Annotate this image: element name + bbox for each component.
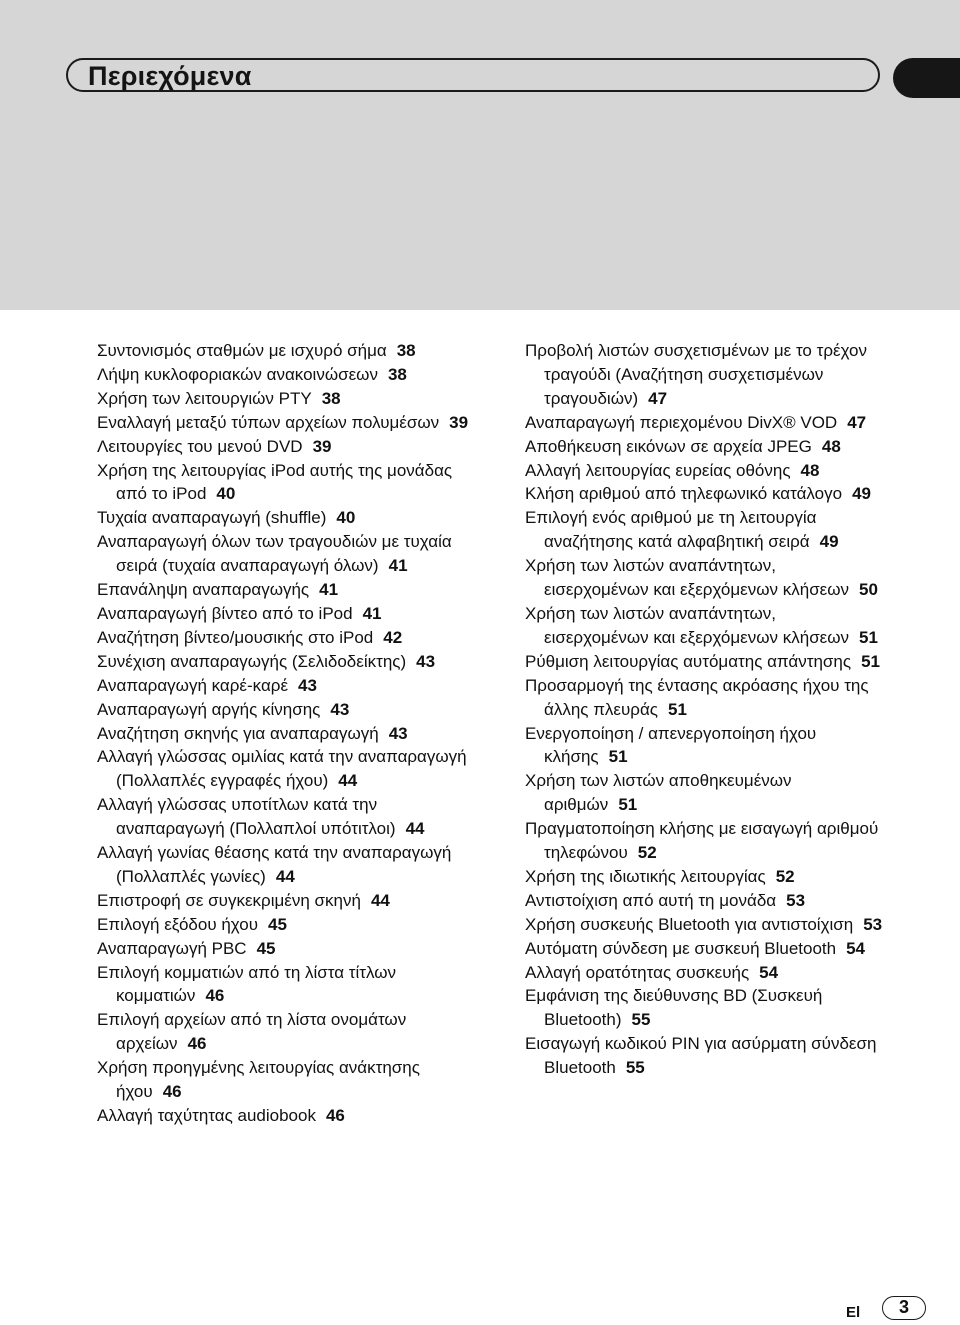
toc-entry-text: Ρύθμιση λειτουργίας αυτόματης απάντησης [525,651,852,671]
toc-entry[interactable] [97,913,469,937]
toc-entry-page: 49 [819,532,839,552]
toc-entry[interactable] [97,1056,469,1104]
toc-entry-page: 54 [846,938,866,958]
toc-entry[interactable] [97,435,469,459]
page-title: Περιεχόμενα [88,61,252,91]
toc-entry[interactable] [97,363,469,387]
toc-entry[interactable] [525,506,885,554]
toc-entry-text: Επιστροφή σε συγκεκριμένη σκηνή [97,890,361,910]
toc-entry-page: 54 [759,962,779,982]
toc-entry-page: 44 [338,771,358,791]
toc-entry[interactable] [97,411,469,435]
toc-entry[interactable] [97,937,469,961]
toc-entry[interactable] [525,1032,885,1080]
toc-entry-text: Πραγματοποίηση κλήσης με εισαγωγή αριθμού τηλεφώνου [525,819,879,863]
toc-entry-text: Επανάληψη αναπαραγωγής [97,580,310,600]
toc-entry-page: 46 [205,986,225,1006]
toc-entry-page: 49 [852,484,871,504]
toc-entry-page: 42 [383,627,403,647]
toc-entry[interactable] [525,817,885,865]
toc-entry-page: 41 [362,603,382,623]
toc-entry-page: 43 [330,699,350,719]
toc-entry-page: 40 [216,484,236,504]
toc-entry-text: Αναπαραγωγή αργής κίνησης [97,699,321,719]
toc-entry[interactable] [525,961,885,985]
toc-entry-page: 44 [405,819,425,839]
toc-entry-text: Αλλαγή λειτουργίας ευρείας οθόνης [525,460,791,480]
toc-entry-text: Κλήση αριθμού από τηλεφωνικό κατάλογο [525,484,843,504]
toc-entry-text: Χρήση των λιστών αναπάντητων, εισερχομένων και εξερχόμενων κλήσεων [525,603,850,647]
toc-entry[interactable] [97,506,469,530]
toc-entry-page: 53 [863,914,883,934]
toc-entry[interactable] [97,961,469,1009]
toc-entry[interactable] [525,984,885,1032]
toc-entry-page: 55 [631,1010,651,1030]
toc-entry-page: 38 [321,388,341,408]
toc-entry-text: Αναζήτηση σκηνής για αναπαραγωγή [97,723,379,743]
toc-entry[interactable] [525,339,885,411]
toc-entry-page: 39 [312,436,332,456]
toc-entry-page: 51 [861,651,880,671]
toc-entry-text: Επιλογή εξόδου ήχου [97,914,259,934]
toc-entry-page: 48 [821,436,841,456]
toc-entry-page: 52 [775,866,795,886]
toc-entry[interactable] [525,411,885,435]
toc-entry-page: 43 [298,675,317,695]
toc-entry-text: Αλλαγή γωνίας θέασης κατά την αναπαραγωγή (Πολλαπλές γωνίες) [97,843,452,886]
toc-entry[interactable] [97,841,469,889]
toc-entry[interactable] [525,769,885,817]
toc-entry-page: 41 [388,556,408,576]
toc-entry-text: Επιλογή κομματιών από τη λίστα τίτλων κομματιών [97,962,397,1006]
toc-entry-text: Λειτουργίες του μενού DVD [97,436,303,456]
toc-entry[interactable] [525,722,885,770]
toc-entry-page: 47 [847,412,867,432]
toc-entry-page: 38 [387,364,407,384]
toc-left-column [97,339,469,1128]
toc-entry-text: Προσαρμογή της έντασης ακρόασης ήχου της άλλης πλευράς [525,675,869,719]
toc-entry-text: Χρήση συσκευής Bluetooth για αντιστοίχιση [525,914,854,934]
toc-entry-page: 46 [162,1082,182,1102]
toc-entry-page: 43 [388,723,408,743]
toc-right-column [525,339,885,1080]
toc-entry[interactable] [97,698,469,722]
toc-entry-text: Επιλογή αρχείων από τη λίστα ονομάτων αρχείων [97,1010,407,1054]
toc-entry-text: Αναπαραγωγή βίντεο από το iPod [97,603,353,623]
toc-entry-page: 44 [275,866,295,886]
page-number: 3 [898,1297,909,1317]
toc-entry-page: 46 [325,1106,345,1125]
page-number-badge [882,1296,926,1320]
toc-entry[interactable] [97,602,469,626]
toc-entry-text: Εναλλαγή μεταξύ τύπων αρχείων πολυμέσων [97,412,440,432]
toc-entry-page: 45 [256,938,276,958]
toc-entry-page: 51 [608,747,628,767]
toc-entry-page: 39 [449,412,469,432]
toc-entry-text: Αλλαγή ορατότητας συσκευής [525,962,750,982]
toc-entry[interactable] [525,913,885,937]
toc-entry-text: Αποθήκευση εικόνων σε αρχεία JPEG [525,436,812,456]
toc-entry[interactable] [525,554,885,602]
toc-entry-text: Ενεργοποίηση / απενεργοποίηση ήχου κλήσης [525,723,817,767]
toc-entry[interactable] [525,889,885,913]
toc-entry[interactable] [97,745,469,793]
toc-entry[interactable] [525,602,885,650]
toc-entry-page: 52 [637,843,657,863]
section-tab-marker [893,58,960,98]
language-code: El [846,1304,861,1321]
toc-entry-text: Αντιστοίχιση από αυτή τη μονάδα [525,890,777,910]
toc-entry-page: 38 [396,341,416,360]
toc-entry-page: 51 [618,795,638,815]
toc-entry-text: Χρήση των λιστών αποθηκευμένων αριθμών [525,771,792,815]
toc-entry-page: 47 [648,388,668,408]
toc-entry-text: Επιλογή ενός αριθμού με τη λειτουργία αναζήτησης κατά αλφαβητική σειρά [525,508,817,552]
toc-entry-page: 46 [187,1034,207,1054]
toc-entry-text: Αναπαραγωγή PBC [97,938,247,958]
toc-entry-text: Χρήση προηγμένης λειτουργίας ανάκτησης ήχου [97,1058,420,1102]
toc-entry[interactable] [97,459,469,507]
header-band [0,0,960,310]
toc-entry-text: Αναπαραγωγή περιεχομένου DivX® VOD [525,412,838,432]
toc-entry[interactable] [97,339,469,363]
toc-entry-text: Τυχαία αναπαραγωγή (shuffle) [97,508,327,528]
toc-entry[interactable] [525,674,885,722]
toc-entry-text: Χρήση της λειτουργίας iPod αυτής της μονάδας από το iPod [97,460,453,504]
toc-entry[interactable] [97,578,469,602]
toc-entry-page: 48 [800,460,820,480]
toc-entry[interactable] [525,937,885,961]
toc-entry-text: Εμφάνιση της διεύθυνσης BD (Συσκευή Bluetooth) [525,986,823,1030]
toc-entry[interactable] [525,435,885,459]
toc-entry[interactable] [97,793,469,841]
toc-entry[interactable] [525,865,885,889]
toc-entry-text: Εισαγωγή κωδικού PIN για ασύρματη σύνδεση Bluetooth [525,1034,877,1078]
toc-entry-text: Αλλαγή ταχύτητας audiobook [97,1106,316,1125]
toc-entry[interactable] [525,459,885,483]
toc-entry-text: Αλλαγή γλώσσας ομιλίας κατά την αναπαραγωγή (Πολλαπλές εγγραφές ήχου) [97,747,467,791]
toc-entry-page: 43 [416,651,436,671]
toc-entry-text: Προβολή λιστών συσχετισμένων με το τρέχον τραγούδι (Αναζήτηση συσχετισμένων τραγουδιών) [525,341,868,408]
toc-entry[interactable] [97,1008,469,1056]
toc-entry[interactable] [97,722,469,746]
toc-entry-text: Συνέχιση αναπαραγωγής (Σελιδοδείκτης) [97,651,407,671]
toc-entry-text: Χρήση της ιδιωτικής λειτουργίας [525,866,766,886]
toc-entry-text: Λήψη κυκλοφοριακών ανακοινώσεων [97,364,378,384]
toc-entry[interactable] [97,387,469,411]
toc-entry[interactable] [97,1104,469,1128]
toc-entry-text: Αναζήτηση βίντεο/μουσικής στο iPod [97,627,374,647]
toc-entry[interactable] [97,889,469,913]
toc-entry[interactable] [97,674,469,698]
toc-entry-page: 45 [268,914,287,934]
toc-entry-text: Χρήση των λιστών αναπάντητων, εισερχομένων και εξερχόμενων κλήσεων [525,556,850,600]
toc-entry-page: 51 [859,627,878,647]
toc-entry-page: 55 [625,1058,645,1078]
toc-entry-text: Αυτόματη σύνδεση με συσκευή Bluetooth [525,938,837,958]
toc-entry-text: Αναπαραγωγή όλων των τραγουδιών με τυχαία σειρά (τυχαία αναπαραγωγή όλων) [97,532,452,576]
toc-entry-page: 41 [319,580,339,600]
toc-entry-page: 40 [336,508,356,528]
toc-entry-text: Συντονισμός σταθμών με ισχυρό σήμα [97,341,387,360]
toc-entry-page: 53 [786,890,806,910]
toc-entry-page: 51 [668,699,687,719]
toc-entry-text: Αλλαγή γλώσσας υποτίτλων κατά την αναπαραγωγή (Πολλαπλοί υπότιτλοι) [97,795,396,839]
title-frame [66,58,880,92]
toc-entry[interactable] [525,650,885,674]
toc-entry[interactable] [97,650,469,674]
toc-entry-page: 44 [370,890,390,910]
toc-entry-page: 50 [859,580,878,600]
toc-entry[interactable] [97,530,469,578]
toc-entry[interactable] [97,626,469,650]
toc-entry-text: Αναπαραγωγή καρέ-καρέ [97,675,289,695]
toc-entry[interactable] [525,482,885,506]
toc-entry-text: Χρήση των λειτουργιών PTY [97,388,312,408]
